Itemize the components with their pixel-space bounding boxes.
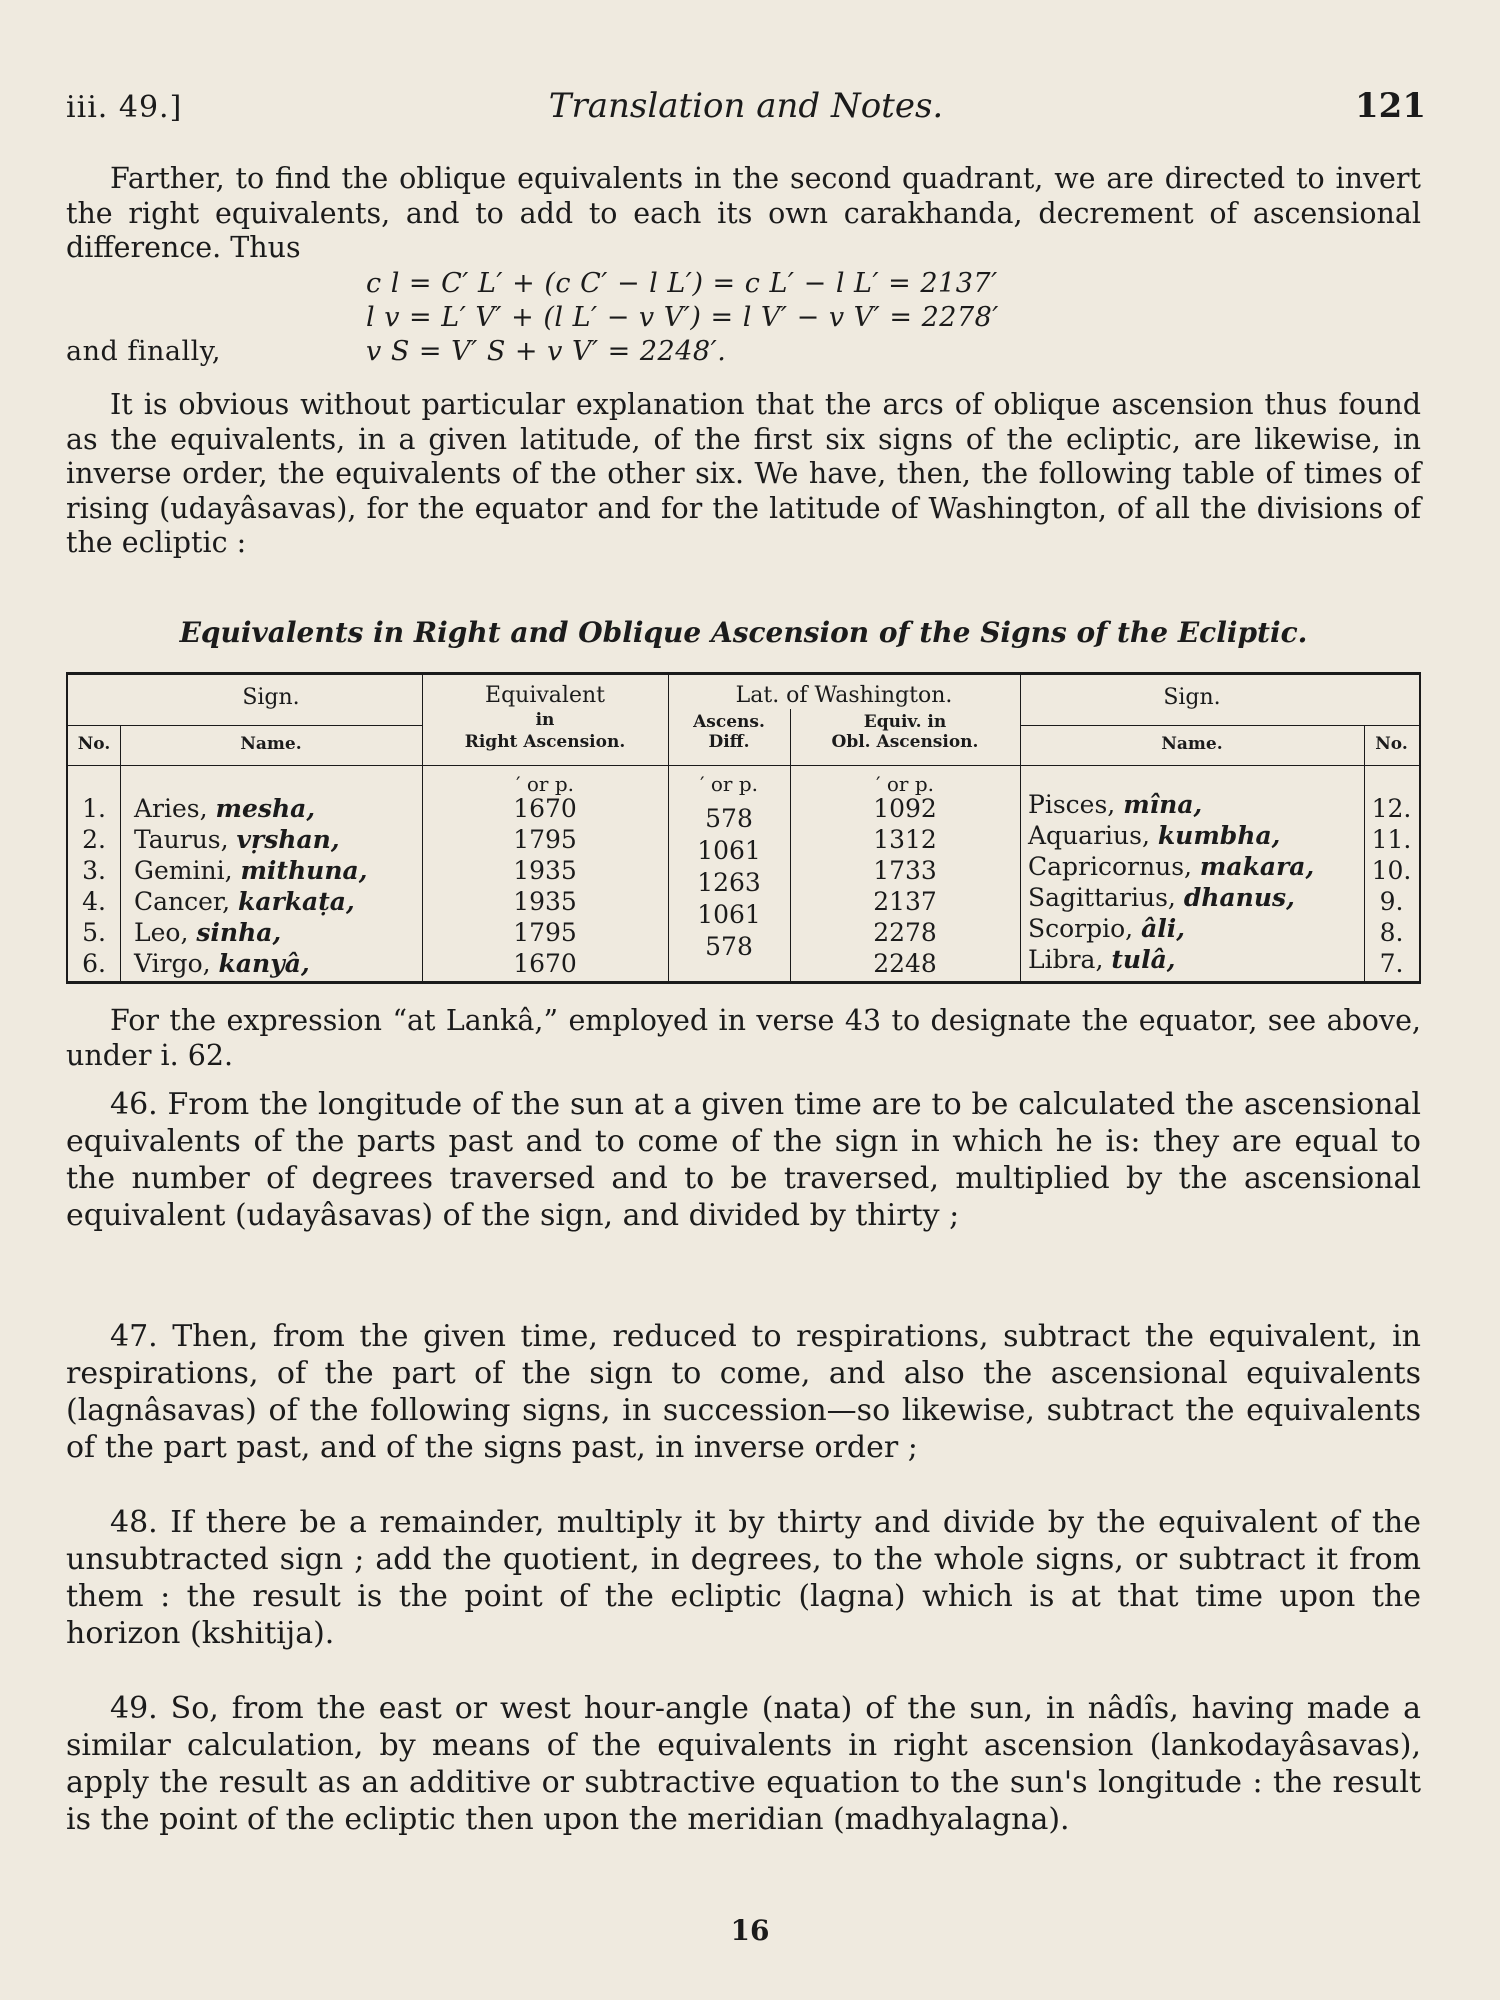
row-number-left: 6. xyxy=(82,949,106,978)
sign-sanskrit: mithuna, xyxy=(240,856,368,885)
sign-name-right xyxy=(1028,820,1280,851)
oblique-value: 1092 xyxy=(873,794,937,823)
right-ascension-value: 1795 xyxy=(513,918,577,947)
header-obl-ascension: Obl. Ascension. xyxy=(831,732,979,752)
oblique-value: 1312 xyxy=(873,825,937,854)
oblique-value: 2278 xyxy=(873,918,937,947)
page-number: 121 xyxy=(1355,86,1426,126)
row-number-right: 12. xyxy=(1371,794,1412,823)
sign-english: Aquarius, xyxy=(1028,821,1150,850)
sign-sanskrit: mesha, xyxy=(215,794,316,823)
paragraph-oblique-equivalents: Farther, to find the oblique equivalents in the second quadrant, we are directed to invert the right equivalents, and to add to each its own carakhanda, decrement of ascensional difference. Thus xyxy=(66,162,1421,264)
header-right-ascension: Right Ascension. xyxy=(464,732,626,752)
sign-sanskrit: vṛshan, xyxy=(236,825,340,854)
row-number-right: 7. xyxy=(1379,949,1404,978)
sign-name-left xyxy=(134,917,281,948)
ascens-diff-value: 1061 xyxy=(697,836,761,865)
ascens-diff-value: 1263 xyxy=(697,868,761,897)
sign-sanskrit: makara, xyxy=(1199,852,1315,881)
oblique-value: 2248 xyxy=(873,949,937,978)
sign-english: Taurus, xyxy=(134,825,229,854)
formula-label: and finally, xyxy=(66,336,221,367)
sign-name-left xyxy=(134,948,310,979)
verse-49: 49. So, from the east or west hour-angle (nata) of the sun, in nâdîs, having made a similar calculation, by means of the equivalents in right ascension (lankodayâsavas), apply the result as an additive or subtractive equation to the sun's longitude : the result is the point of the ecliptic then upon the meridian (madhyalagna). xyxy=(66,1691,1421,1837)
sign-sanskrit: âli, xyxy=(1141,914,1185,943)
row-number-left: 1. xyxy=(82,794,106,823)
sign-name-left xyxy=(134,793,315,824)
sign-english: Gemini, xyxy=(134,856,233,885)
row-number-right: 9. xyxy=(1379,887,1404,916)
row-number-left: 3. xyxy=(82,856,106,885)
header-no-left: No. xyxy=(77,734,111,754)
sign-sanskrit: karkaṭa, xyxy=(238,887,355,916)
sign-name-right xyxy=(1028,882,1295,913)
sign-english: Scorpio, xyxy=(1028,914,1134,943)
paragraph-lanka-note: For the expression “at Lankâ,” employed in verse 43 to designate the equator, see above, under i. 62. xyxy=(66,1004,1421,1072)
unit-right-ascension: ′ or p. xyxy=(515,772,575,796)
row-number-left: 4. xyxy=(82,887,106,916)
formula-lv: l v = L′ V′ + (l L′ − v V′) = l V′ − v V′ = 2278′ xyxy=(366,302,999,333)
sign-sanskrit: dhanus, xyxy=(1183,883,1295,912)
header-latitude: Lat. of Washington. xyxy=(735,683,953,708)
verse-47: 47. Then, from the given time, reduced to respirations, subtract the equivalent, in respirations, of the part of the sign to come, and also the ascensional equivalents (lagnâsavas) of the following signs, in succession—so likewise, subtract the equivalents of the part past, and of the signs past, in inverse order ; xyxy=(66,1319,1421,1465)
sign-sanskrit: sinha, xyxy=(196,918,282,947)
sign-english: Aries, xyxy=(134,794,208,823)
header-name-right: Name. xyxy=(1161,734,1223,754)
formula-vs: v S = V′ S + v V′ = 2248′. xyxy=(366,336,727,367)
sign-english: Virgo, xyxy=(134,949,211,978)
rule xyxy=(68,725,422,726)
ascens-diff-value: 578 xyxy=(705,932,753,961)
verse-48: 48. If there be a remainder, multiply it by thirty and divide by the equivalent of the unsubtracted sign ; add the quotient, in degrees, to the whole signs, or subtract it from them : the result is the point of the ecliptic (lagna) which is at that time upon the horizon (kshitija). xyxy=(66,1505,1421,1651)
header-sign-left: Sign. xyxy=(242,685,300,710)
running-title: Translation and Notes. xyxy=(548,86,944,126)
header-ascens: Ascens. xyxy=(693,712,765,732)
oblique-value: 2137 xyxy=(873,887,937,916)
right-ascension-value: 1670 xyxy=(513,949,577,978)
sign-english: Capricornus, xyxy=(1028,852,1192,881)
row-number-left: 5. xyxy=(82,918,106,947)
header-sign-right: Sign. xyxy=(1163,685,1221,710)
header-diff: Diff. xyxy=(708,732,750,752)
sign-name-right xyxy=(1028,913,1185,944)
ascens-diff-value: 578 xyxy=(705,804,753,833)
row-number-left: 2. xyxy=(82,825,106,854)
rule xyxy=(68,765,1419,766)
header-equiv-obl: Equiv. in xyxy=(863,712,947,732)
ascens-diff-value: 1061 xyxy=(697,900,761,929)
right-ascension-value: 1935 xyxy=(513,856,577,885)
rule xyxy=(1020,725,1419,726)
row-number-right: 8. xyxy=(1379,918,1404,947)
sign-sanskrit: kumbha, xyxy=(1157,821,1281,850)
sign-english: Libra, xyxy=(1028,945,1104,974)
unit-oblique: ′ or p. xyxy=(875,772,935,796)
sign-sanskrit: mîna, xyxy=(1123,790,1203,819)
sign-sanskrit: tulâ, xyxy=(1111,945,1176,974)
formula-cl: c l = C′ L′ + (c C′ − l L′) = c L′ − l L′ = 2137′ xyxy=(366,268,998,299)
section-reference: iii. 49.] xyxy=(66,90,183,125)
oblique-value: 1733 xyxy=(873,856,937,885)
header-name-left: Name. xyxy=(240,734,302,754)
row-number-right: 10. xyxy=(1371,856,1412,885)
equivalents-table xyxy=(66,672,1421,984)
running-header xyxy=(66,86,1426,130)
sign-name-right xyxy=(1028,944,1175,975)
sign-english: Pisces, xyxy=(1028,790,1116,819)
verse-46: 46. From the longitude of the sun at a given time are to be calculated the ascensional equivalents of the parts past and to come of the sign in which he is: they are equal to the number of degrees traversed and to be traversed, multiplied by the ascensional equivalent (udayâsavas) of the sign, and divided by thirty ; xyxy=(66,1087,1421,1233)
signature-mark: 16 xyxy=(730,1914,770,1947)
header-no-right: No. xyxy=(1375,734,1408,754)
unit-ascens-diff: ′ or p. xyxy=(699,772,759,796)
sign-name-left xyxy=(134,824,340,855)
header-equivalent-in: in xyxy=(535,710,555,730)
right-ascension-value: 1795 xyxy=(513,825,577,854)
sign-name-right xyxy=(1028,851,1314,882)
sign-sanskrit: kanyâ, xyxy=(218,949,310,978)
sign-name-left xyxy=(134,886,355,917)
sign-name-left xyxy=(134,855,367,886)
right-ascension-value: 1670 xyxy=(513,794,577,823)
sign-english: Sagittarius, xyxy=(1028,883,1176,912)
rule xyxy=(1020,675,1021,981)
sign-english: Leo, xyxy=(134,918,189,947)
sign-name-right xyxy=(1028,789,1202,820)
paragraph-times-of-rising: It is obvious without particular explanation that the arcs of oblique ascension thus found as the equivalents, in a given latitude, of the first six signs of the ecliptic, are likewise, in inverse order, the equivalents of the other six. We have, then, the following table of times of rising (udayâsavas), for the equator and for the latitude of Washington, of all the divisions of the ecliptic : xyxy=(66,388,1421,559)
row-number-right: 11. xyxy=(1371,825,1412,854)
right-ascension-value: 1935 xyxy=(513,887,577,916)
table-title: Equivalents in Right and Oblique Ascension of the Signs of the Ecliptic. xyxy=(179,616,1308,649)
rule xyxy=(120,725,121,981)
header-equivalent: Equivalent xyxy=(485,683,605,708)
sign-english: Cancer, xyxy=(134,887,231,916)
